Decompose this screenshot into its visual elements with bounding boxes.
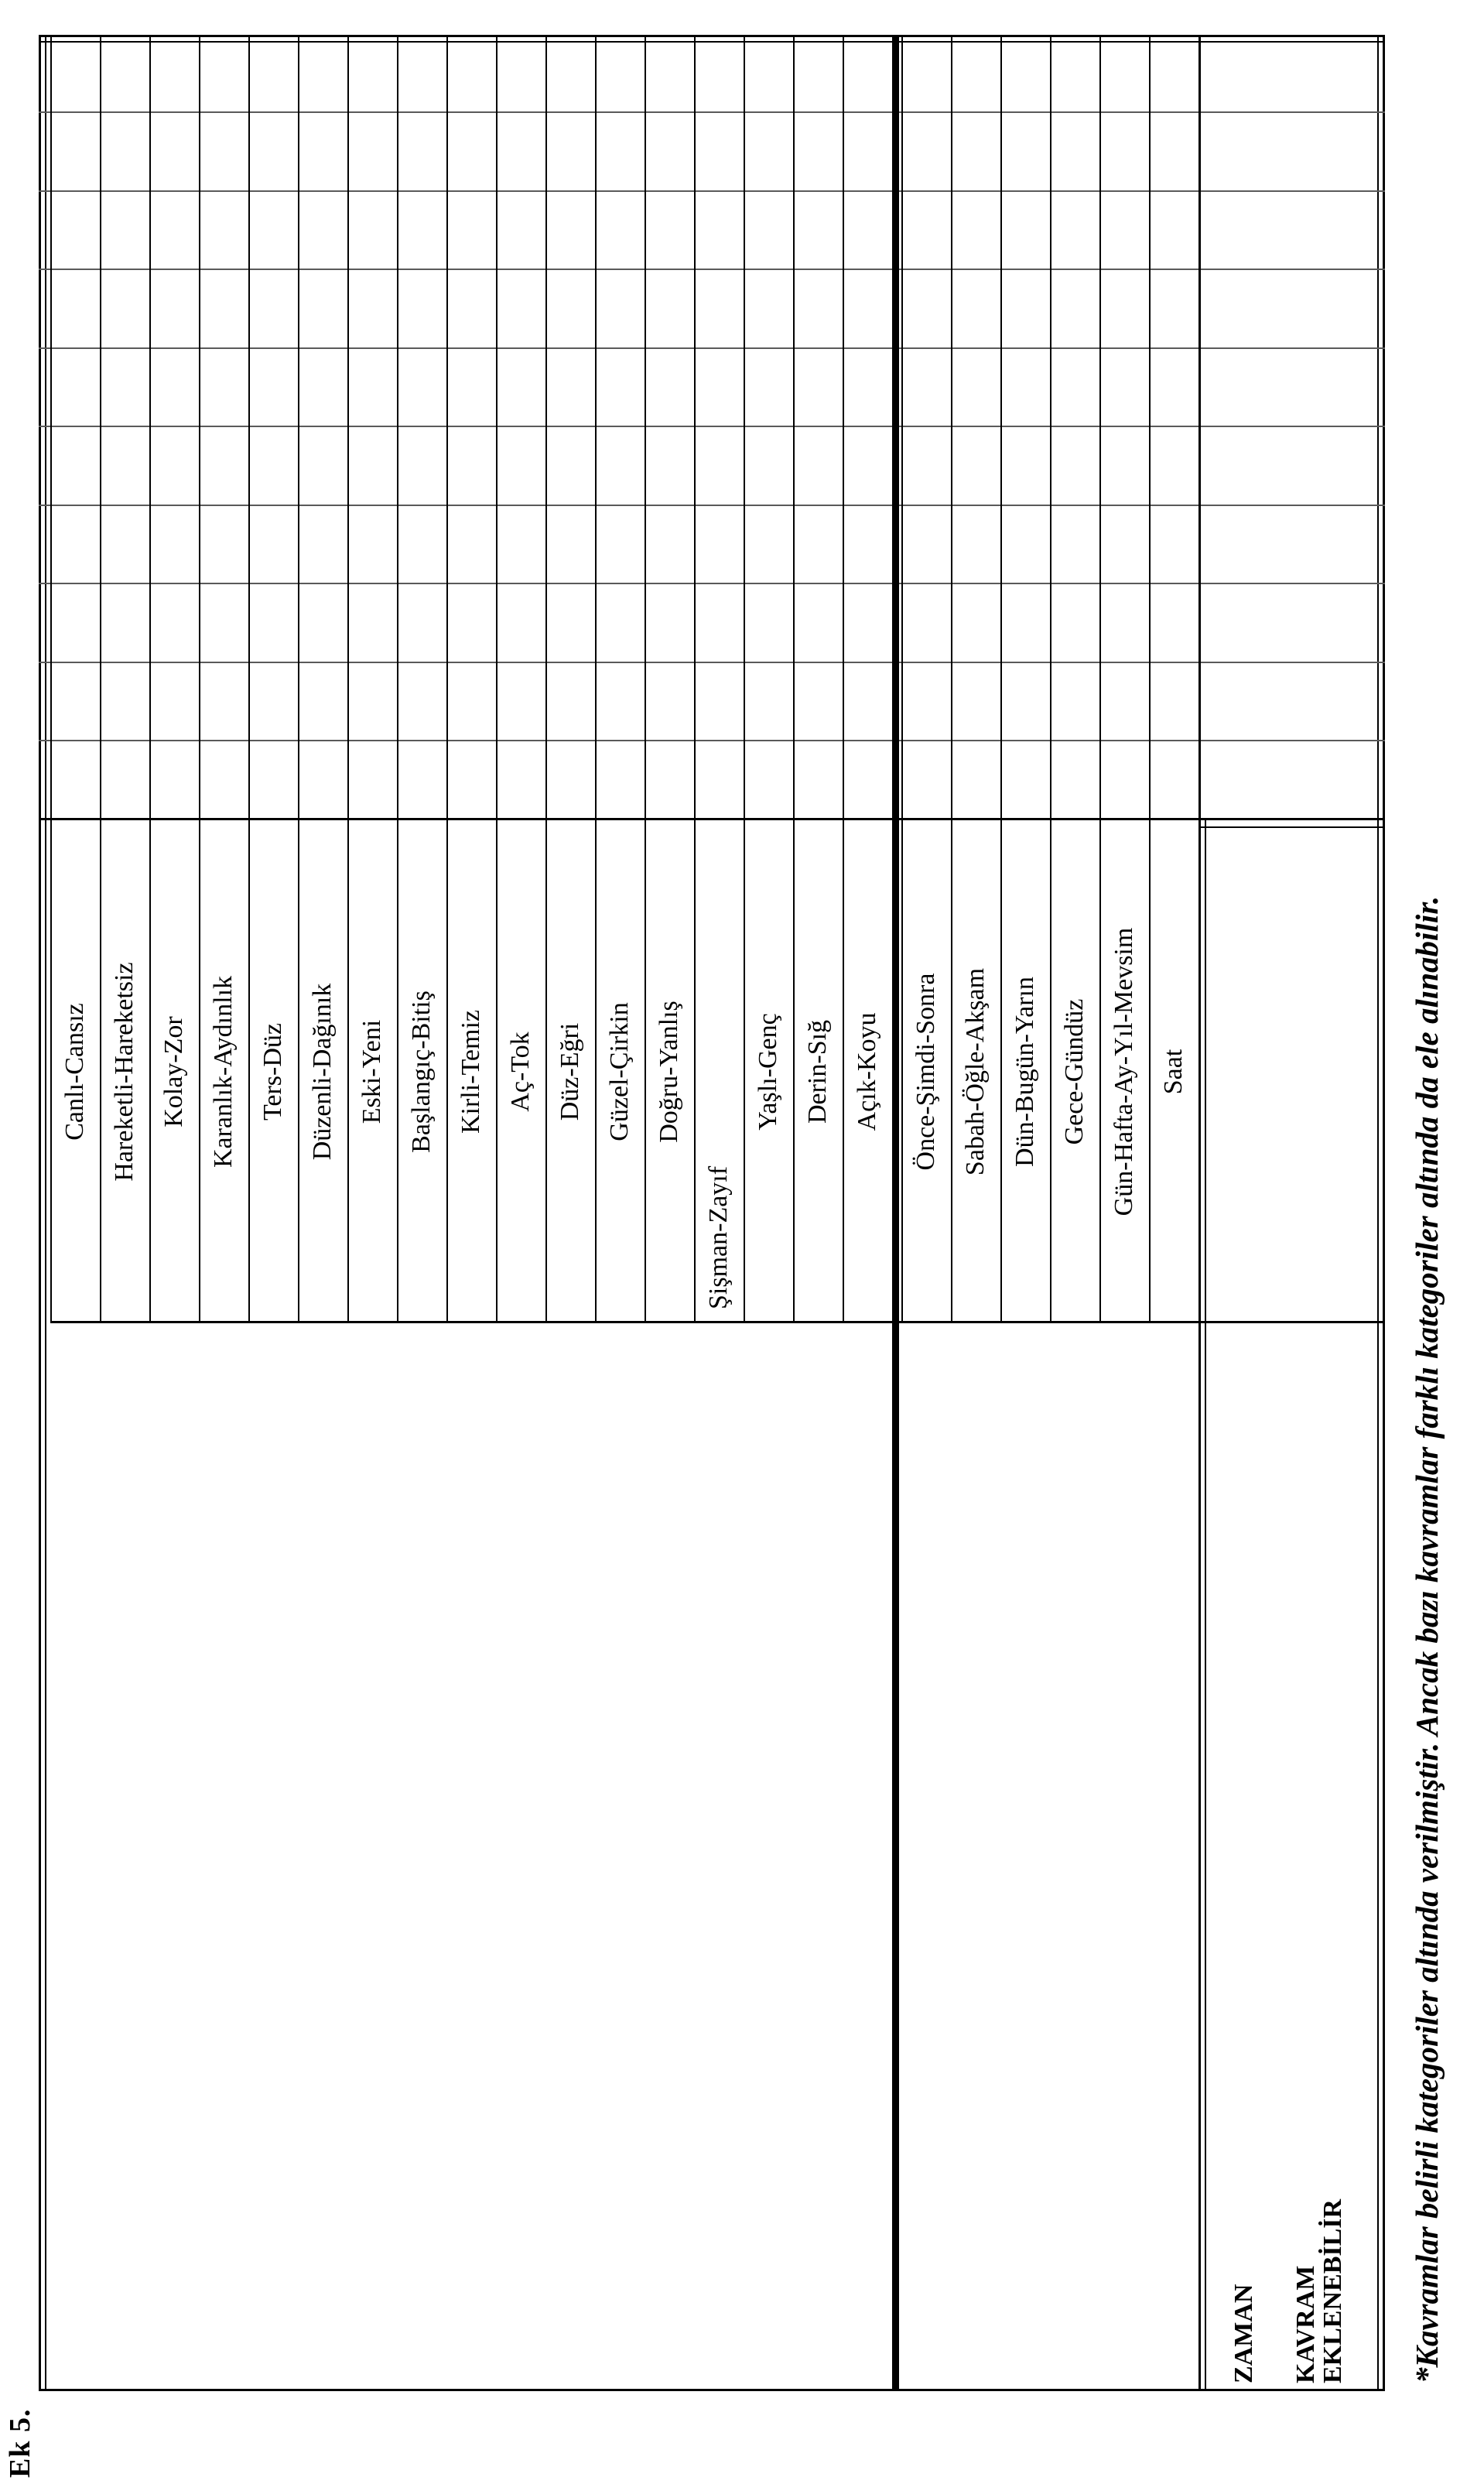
data-column-rule bbox=[39, 662, 1385, 663]
data-column-rule bbox=[39, 269, 1385, 270]
concept-cell-zaman: Saat bbox=[1159, 1049, 1188, 1095]
concept-cell-zaman: Gece-Gündüz bbox=[1060, 998, 1089, 1145]
concept-cell-upper: Doğru-Yanlış bbox=[655, 1001, 683, 1143]
data-column-rule bbox=[39, 111, 1385, 113]
table-border-top bbox=[39, 35, 41, 2391]
concept-cell-upper: Eski-Yeni bbox=[357, 1019, 386, 1124]
footnote: *Kavramlar belirli kategoriler altında verilmiştir. Ancak bazı kavramlar farklı kategoriler altında da ele alınabilir. bbox=[1409, 895, 1445, 2383]
concept-cell-upper: Ters-Düz bbox=[258, 1023, 287, 1121]
concept-cell-upper: Canlı-Cansız bbox=[60, 1003, 89, 1141]
concept-cell-upper: Kolay-Zor bbox=[159, 1016, 188, 1127]
concept-cell-upper: Kirli-Temiz bbox=[456, 1010, 485, 1134]
table-border-bottom bbox=[1383, 35, 1385, 2391]
document-title: Ek 5. bbox=[4, 2408, 36, 2478]
concept-cell-upper: Başlangıç-Bitiş bbox=[407, 991, 436, 1153]
data-column-rule bbox=[39, 190, 1385, 192]
zaman-row-rule bbox=[1198, 35, 1200, 1323]
concept-cell-upper: Derin-Sığ bbox=[803, 1019, 832, 1124]
concept-cell-zaman: Dün-Bugün-Yarın bbox=[1010, 977, 1039, 1167]
concept-cell-upper: Açık-Koyu bbox=[853, 1012, 881, 1131]
kavram-label-line-1: KAVRAM bbox=[1291, 2265, 1320, 2383]
kavram-row-divider bbox=[1198, 1321, 1385, 1323]
kavram-row-divider-inner bbox=[1198, 826, 1385, 828]
kavram-label-line-2: EKLENEBİLİR bbox=[1318, 2198, 1347, 2383]
concept-cell-upper: Düzenli-Dağınık bbox=[308, 983, 337, 1161]
concept-cell-upper: Karanlık-Aydınlık bbox=[209, 975, 238, 1168]
category-label-zaman: ZAMAN bbox=[1229, 2284, 1258, 2383]
label-column-right-rule bbox=[39, 818, 1385, 820]
data-column-rule bbox=[39, 505, 1385, 506]
table-border-top-inner bbox=[45, 35, 46, 2391]
label-column-left-rule bbox=[50, 1321, 1198, 1323]
table-border-right bbox=[39, 35, 1385, 37]
concept-cell-zaman: Önce-Şimdi-Sonra bbox=[911, 973, 940, 1171]
data-column-rule bbox=[39, 426, 1385, 427]
concept-cell-zaman: Gün-Hafta-Ay-Yıl-Mevsim bbox=[1110, 927, 1138, 1216]
concept-cell-upper: Şişman-Zayıf bbox=[704, 1165, 733, 1309]
table-border-bottom-inner bbox=[1377, 35, 1379, 2391]
kavram-row-top-rule bbox=[1198, 35, 1201, 2391]
concept-cell-zaman: Sabah-Öğle-Akşam bbox=[961, 967, 990, 1176]
concept-cell-upper: Yaşlı-Genç bbox=[754, 1013, 782, 1131]
zaman-separator-thick bbox=[892, 35, 899, 2391]
data-column-rule bbox=[39, 347, 1385, 349]
concept-cell-upper: Aç-Tok bbox=[506, 1032, 535, 1112]
concept-cell-upper: Güzel-Çirkin bbox=[605, 1002, 634, 1141]
data-column-rule bbox=[39, 740, 1385, 741]
data-column-rule bbox=[39, 583, 1385, 584]
table-border-left bbox=[39, 2389, 1385, 2391]
zaman-label-left-rule bbox=[901, 1321, 1198, 1323]
category-label-kavram-eklenebilir bbox=[1292, 2199, 1346, 2383]
concept-cell-upper: Düz-Eğri bbox=[556, 1022, 584, 1121]
table-border-right-inner bbox=[39, 41, 1385, 43]
concept-cell-upper: Hareketli-Hareketsiz bbox=[110, 962, 138, 1182]
kavram-row-top-inner bbox=[1205, 820, 1206, 2391]
